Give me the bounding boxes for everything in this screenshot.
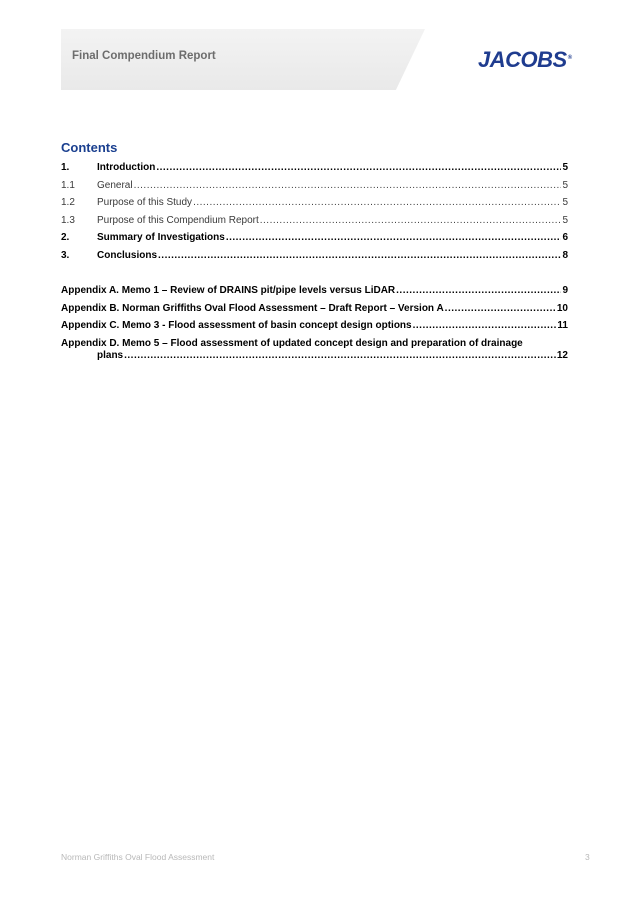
- toc-number: 2.: [61, 232, 70, 243]
- toc-leader-dots: [413, 320, 557, 331]
- registered-mark: ®: [567, 54, 572, 61]
- toc-entry-introduction[interactable]: [61, 162, 568, 173]
- toc-page: 5: [562, 197, 568, 208]
- toc-page: 5: [562, 162, 568, 173]
- toc-page: 8: [562, 250, 568, 261]
- toc-title: Appendix B. Norman Griffiths Oval Flood Assessment – Draft Report – Version A: [61, 303, 444, 314]
- toc-title: General: [97, 180, 133, 191]
- toc-entry-purpose-report[interactable]: [61, 215, 568, 226]
- toc-entry-summary[interactable]: [61, 232, 568, 243]
- toc-title: Appendix A. Memo 1 – Review of DRAINS pit/pipe levels versus LiDAR: [61, 285, 396, 296]
- toc-entry-purpose-study[interactable]: [61, 197, 568, 208]
- toc-page: 10: [556, 303, 568, 314]
- toc-title: Summary of Investigations: [97, 232, 225, 243]
- toc-number: 3.: [61, 250, 70, 261]
- toc-title-continued: plans: [97, 350, 124, 361]
- toc-page: 12: [556, 350, 568, 361]
- toc-entry-general[interactable]: [61, 180, 568, 191]
- toc-appendix-d-line1[interactable]: [61, 338, 568, 349]
- toc-leader-dots: [158, 250, 561, 261]
- toc-leader-dots: [124, 350, 556, 361]
- toc-page: 6: [562, 232, 568, 243]
- toc-number: 1.1: [61, 180, 75, 191]
- toc-appendix-c[interactable]: [61, 320, 568, 331]
- toc-number: 1.: [61, 162, 70, 173]
- toc-leader-dots: [193, 197, 561, 208]
- toc-appendix-b[interactable]: [61, 303, 568, 314]
- toc-title: Conclusions: [97, 250, 158, 261]
- toc-page: 5: [562, 180, 568, 191]
- toc-title: Appendix C. Memo 3 - Flood assessment of basin concept design options: [61, 320, 412, 331]
- toc-entry-conclusions[interactable]: [61, 250, 568, 261]
- toc-appendix-a[interactable]: [61, 285, 568, 296]
- contents-heading: Contents: [61, 140, 118, 155]
- toc-number: 1.2: [61, 197, 75, 208]
- footer-document-name: Norman Griffiths Oval Flood Assessment: [61, 852, 215, 862]
- toc-leader-dots: [396, 285, 561, 296]
- toc-leader-dots: [226, 232, 562, 243]
- toc-number: 1.3: [61, 215, 75, 226]
- toc-title: Purpose of this Compendium Report: [97, 215, 259, 226]
- toc-leader-dots: [445, 303, 556, 314]
- toc-title: Introduction: [97, 162, 156, 173]
- toc-leader-dots: [156, 162, 561, 173]
- toc-page: 9: [562, 285, 568, 296]
- toc-leader-dots: [260, 215, 562, 226]
- toc-title: Purpose of this Study: [97, 197, 193, 208]
- toc-page: 11: [557, 320, 568, 331]
- toc-leader-dots: [134, 180, 562, 191]
- toc-appendix-d-line2[interactable]: [97, 350, 568, 361]
- jacobs-logo: [478, 47, 572, 73]
- logo-text: JACOBS: [478, 47, 567, 72]
- footer-page-number: 3: [585, 852, 590, 862]
- toc-page: 5: [562, 215, 568, 226]
- header-title: Final Compendium Report: [72, 50, 216, 62]
- toc-title: Appendix D. Memo 5 – Flood assessment of updated concept design and preparation of drainage: [61, 338, 523, 349]
